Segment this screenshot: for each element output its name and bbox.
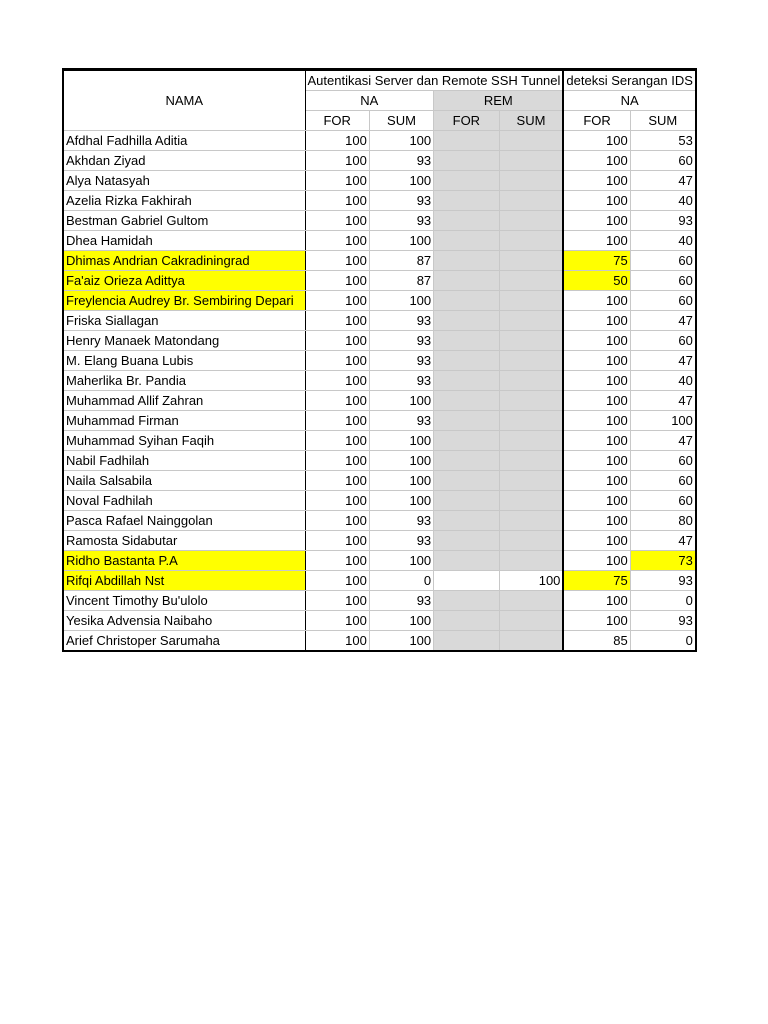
- student-name: Fa'aiz Orieza Adittya: [63, 271, 305, 291]
- rem-for-cell: [434, 371, 499, 391]
- na-sum-cell: 100: [369, 391, 433, 411]
- student-name: Freylencia Audrey Br. Sembiring Depari: [63, 291, 305, 311]
- na2-sum-cell: 47: [630, 531, 696, 551]
- table-row: [63, 491, 696, 511]
- table-row: [63, 551, 696, 571]
- na-for-cell: 100: [305, 171, 369, 191]
- na-for-cell: 100: [305, 311, 369, 331]
- table-row: [63, 451, 696, 471]
- na-for-cell: 100: [305, 591, 369, 611]
- table-row: [63, 311, 696, 331]
- rem-sum-cell: [499, 371, 563, 391]
- rem-for-cell: [434, 351, 499, 371]
- rem-for-cell: [434, 131, 499, 151]
- group-header-ids: deteksi Serangan IDS: [563, 70, 695, 91]
- na-sum-cell: 87: [369, 271, 433, 291]
- na-for-cell: 100: [305, 411, 369, 431]
- na2-for-cell: 50: [563, 271, 630, 291]
- rem-for-cell: [434, 151, 499, 171]
- na-for-cell: 100: [305, 271, 369, 291]
- na2-for-cell: 75: [563, 251, 630, 271]
- na2-for-cell: 100: [563, 451, 630, 471]
- na2-for-cell: 100: [563, 391, 630, 411]
- na2-for-cell: 100: [563, 431, 630, 451]
- student-name: Pasca Rafael Nainggolan: [63, 511, 305, 531]
- na2-for-cell: 100: [563, 331, 630, 351]
- sum2-header: SUM: [630, 111, 696, 131]
- rem-for-cell: [434, 391, 499, 411]
- na-for-cell: 100: [305, 251, 369, 271]
- table-row: [63, 191, 696, 211]
- na-sum-cell: 100: [369, 611, 433, 631]
- rem-sum-cell: [499, 271, 563, 291]
- student-name: Vincent Timothy Bu'ulolo: [63, 591, 305, 611]
- student-name: Yesika Advensia Naibaho: [63, 611, 305, 631]
- na2-sum-cell: 60: [630, 451, 696, 471]
- rem-for-cell: [434, 491, 499, 511]
- na-for-cell: 100: [305, 511, 369, 531]
- table-row: [63, 411, 696, 431]
- student-name: Naila Salsabila: [63, 471, 305, 491]
- table-row: [63, 171, 696, 191]
- table-row: [63, 631, 696, 652]
- na-for-cell: 100: [305, 451, 369, 471]
- student-name: Ridho Bastanta P.A: [63, 551, 305, 571]
- na2-for-cell: 100: [563, 531, 630, 551]
- na-sum-cell: 100: [369, 131, 433, 151]
- na2-sum-cell: 73: [630, 551, 696, 571]
- na-sum-cell: 100: [369, 451, 433, 471]
- table-row: [63, 371, 696, 391]
- na-for-cell: 100: [305, 191, 369, 211]
- table-row: [63, 251, 696, 271]
- rem-for-cell: [434, 471, 499, 491]
- na2-sum-cell: 47: [630, 311, 696, 331]
- student-name: Arief Christoper Sarumaha: [63, 631, 305, 652]
- na-for-cell: 100: [305, 611, 369, 631]
- rem-for-cell: [434, 591, 499, 611]
- rem-for-cell: [434, 631, 499, 652]
- rem-sum-cell: [499, 131, 563, 151]
- na2-for-cell: 100: [563, 371, 630, 391]
- rem-for-cell: [434, 571, 499, 591]
- na-for-cell: 100: [305, 571, 369, 591]
- rem-for-cell: [434, 611, 499, 631]
- student-name: Azelia Rizka Fakhirah: [63, 191, 305, 211]
- na-sum-cell: 100: [369, 231, 433, 251]
- rem-sum-cell: [499, 331, 563, 351]
- na-sum-cell: 0: [369, 571, 433, 591]
- na2-sum-cell: 80: [630, 511, 696, 531]
- student-name: Rifqi Abdillah Nst: [63, 571, 305, 591]
- table-row: [63, 471, 696, 491]
- table-row: [63, 351, 696, 371]
- student-name: Muhammad Firman: [63, 411, 305, 431]
- na-for-cell: 100: [305, 471, 369, 491]
- na-header: NA: [305, 91, 434, 111]
- rem-sum-cell: [499, 551, 563, 571]
- student-name: Ramosta Sidabutar: [63, 531, 305, 551]
- rem-for-cell: [434, 511, 499, 531]
- na2-sum-cell: 60: [630, 491, 696, 511]
- na2-for-cell: 100: [563, 231, 630, 251]
- rem-sum-cell: [499, 311, 563, 331]
- na-sum-cell: 100: [369, 431, 433, 451]
- na2-for-cell: 100: [563, 611, 630, 631]
- rem-sum-cell: [499, 291, 563, 311]
- na2-sum-cell: 60: [630, 471, 696, 491]
- na2-sum-cell: 40: [630, 191, 696, 211]
- rem-sum-cell: [499, 211, 563, 231]
- rem-sum-cell: [499, 631, 563, 652]
- na2-for-cell: 100: [563, 491, 630, 511]
- rem-for-cell: [434, 311, 499, 331]
- na2-sum-cell: 47: [630, 351, 696, 371]
- student-name: M. Elang Buana Lubis: [63, 351, 305, 371]
- rem-header: REM: [434, 91, 564, 111]
- rem-for-cell: [434, 251, 499, 271]
- rem-for-cell: [434, 531, 499, 551]
- na2-sum-cell: 40: [630, 231, 696, 251]
- rem-sum-cell: [499, 531, 563, 551]
- na2-sum-cell: 47: [630, 431, 696, 451]
- na-sum-cell: 100: [369, 171, 433, 191]
- na-sum-cell: 93: [369, 531, 433, 551]
- na-sum-cell: 93: [369, 211, 433, 231]
- na2-for-cell: 100: [563, 151, 630, 171]
- na-for-cell: 100: [305, 551, 369, 571]
- table-row: [63, 211, 696, 231]
- na-for-cell: 100: [305, 431, 369, 451]
- student-name: Muhammad Allif Zahran: [63, 391, 305, 411]
- rem-sum-cell: 100: [499, 571, 563, 591]
- rem-sum-cell: [499, 231, 563, 251]
- na-for-cell: 100: [305, 291, 369, 311]
- student-name: Noval Fadhilah: [63, 491, 305, 511]
- na2-sum-cell: 100: [630, 411, 696, 431]
- rem-for-cell: [434, 211, 499, 231]
- table-row: [63, 611, 696, 631]
- rem-sum-cell: [499, 171, 563, 191]
- rem-sum-cell: [499, 351, 563, 371]
- table-row: [63, 271, 696, 291]
- na2-for-cell: 100: [563, 411, 630, 431]
- na-for-cell: 100: [305, 231, 369, 251]
- na2-for-cell: 100: [563, 291, 630, 311]
- na2-for-cell: 100: [563, 131, 630, 151]
- na-for-cell: 100: [305, 391, 369, 411]
- na2-for-cell: 100: [563, 191, 630, 211]
- na2-header: NA: [563, 91, 695, 111]
- na-for-cell: 100: [305, 371, 369, 391]
- na2-for-cell: 100: [563, 511, 630, 531]
- rem-sum-cell: [499, 431, 563, 451]
- na-sum-cell: 100: [369, 491, 433, 511]
- na2-sum-cell: 93: [630, 571, 696, 591]
- student-name: Maherlika Br. Pandia: [63, 371, 305, 391]
- rem-for-cell: [434, 451, 499, 471]
- na-sum-cell: 100: [369, 471, 433, 491]
- na-sum-cell: 93: [369, 591, 433, 611]
- na2-sum-cell: 93: [630, 611, 696, 631]
- rem-for-cell: [434, 231, 499, 251]
- table-row: [63, 511, 696, 531]
- student-name: Dhimas Andrian Cakradiningrad: [63, 251, 305, 271]
- student-name: Afdhal Fadhilla Aditia: [63, 131, 305, 151]
- na-sum-cell: 100: [369, 631, 433, 652]
- rem-for-cell: [434, 331, 499, 351]
- na-sum-cell: 93: [369, 511, 433, 531]
- student-name: Nabil Fadhilah: [63, 451, 305, 471]
- rem-sum-cell: [499, 391, 563, 411]
- student-name: Dhea Hamidah: [63, 231, 305, 251]
- rem-sum-cell: [499, 151, 563, 171]
- rem-for-cell: [434, 551, 499, 571]
- rem-sum-cell: [499, 191, 563, 211]
- student-name: Henry Manaek Matondang: [63, 331, 305, 351]
- na2-for-cell: 100: [563, 311, 630, 331]
- na-for-cell: 100: [305, 531, 369, 551]
- na-sum-cell: 93: [369, 351, 433, 371]
- student-name: Alya Natasyah: [63, 171, 305, 191]
- rem-for-header: FOR: [434, 111, 499, 131]
- na-sum-cell: 87: [369, 251, 433, 271]
- rem-sum-cell: [499, 251, 563, 271]
- rem-sum-cell: [499, 591, 563, 611]
- rem-for-cell: [434, 291, 499, 311]
- na2-for-cell: 100: [563, 351, 630, 371]
- na-for-cell: 100: [305, 631, 369, 652]
- for2-header: FOR: [563, 111, 630, 131]
- na-sum-cell: 93: [369, 331, 433, 351]
- table-row: [63, 591, 696, 611]
- header-row-group: [63, 70, 696, 91]
- student-name: Bestman Gabriel Gultom: [63, 211, 305, 231]
- na2-for-cell: 100: [563, 171, 630, 191]
- na2-sum-cell: 47: [630, 391, 696, 411]
- rem-sum-cell: [499, 411, 563, 431]
- na2-sum-cell: 60: [630, 291, 696, 311]
- na-sum-cell: 93: [369, 311, 433, 331]
- na2-sum-cell: 40: [630, 371, 696, 391]
- table-row: [63, 391, 696, 411]
- na-for-cell: 100: [305, 211, 369, 231]
- rem-for-cell: [434, 431, 499, 451]
- table-row: [63, 331, 696, 351]
- table-row: [63, 531, 696, 551]
- na-for-cell: 100: [305, 151, 369, 171]
- na2-sum-cell: 60: [630, 151, 696, 171]
- table-row: [63, 571, 696, 591]
- rem-for-cell: [434, 271, 499, 291]
- na-sum-cell: 93: [369, 371, 433, 391]
- na-sum-cell: 100: [369, 551, 433, 571]
- student-name: Muhammad Syihan Faqih: [63, 431, 305, 451]
- rem-sum-header: SUM: [499, 111, 563, 131]
- na-for-cell: 100: [305, 131, 369, 151]
- na-sum-cell: 93: [369, 191, 433, 211]
- na2-sum-cell: 0: [630, 591, 696, 611]
- rem-for-cell: [434, 171, 499, 191]
- na2-for-cell: 100: [563, 591, 630, 611]
- table-row: [63, 231, 696, 251]
- rem-sum-cell: [499, 451, 563, 471]
- rem-for-cell: [434, 191, 499, 211]
- for-header: FOR: [305, 111, 369, 131]
- na2-sum-cell: 47: [630, 171, 696, 191]
- na2-sum-cell: 0: [630, 631, 696, 652]
- table-row: [63, 291, 696, 311]
- sum-header: SUM: [369, 111, 433, 131]
- rem-for-cell: [434, 411, 499, 431]
- na-for-cell: 100: [305, 491, 369, 511]
- na-sum-cell: 100: [369, 291, 433, 311]
- na2-sum-cell: 60: [630, 331, 696, 351]
- table-row: [63, 431, 696, 451]
- na-sum-cell: 93: [369, 151, 433, 171]
- na2-for-cell: 85: [563, 631, 630, 652]
- rem-sum-cell: [499, 491, 563, 511]
- table-row: [63, 151, 696, 171]
- nama-header: NAMA: [63, 70, 305, 131]
- na2-for-cell: 100: [563, 551, 630, 571]
- student-name: Friska Siallagan: [63, 311, 305, 331]
- na2-for-cell: 75: [563, 571, 630, 591]
- na2-sum-cell: 53: [630, 131, 696, 151]
- na2-for-cell: 100: [563, 211, 630, 231]
- table-row: [63, 131, 696, 151]
- na2-for-cell: 100: [563, 471, 630, 491]
- student-name: Akhdan Ziyad: [63, 151, 305, 171]
- na-sum-cell: 93: [369, 411, 433, 431]
- group-header-ssh: Autentikasi Server dan Remote SSH Tunnel: [305, 70, 563, 91]
- na-for-cell: 100: [305, 331, 369, 351]
- na2-sum-cell: 60: [630, 251, 696, 271]
- grades-sheet: [62, 68, 697, 652]
- na2-sum-cell: 93: [630, 211, 696, 231]
- na-for-cell: 100: [305, 351, 369, 371]
- na2-sum-cell: 60: [630, 271, 696, 291]
- rem-sum-cell: [499, 611, 563, 631]
- rem-sum-cell: [499, 471, 563, 491]
- rem-sum-cell: [499, 511, 563, 531]
